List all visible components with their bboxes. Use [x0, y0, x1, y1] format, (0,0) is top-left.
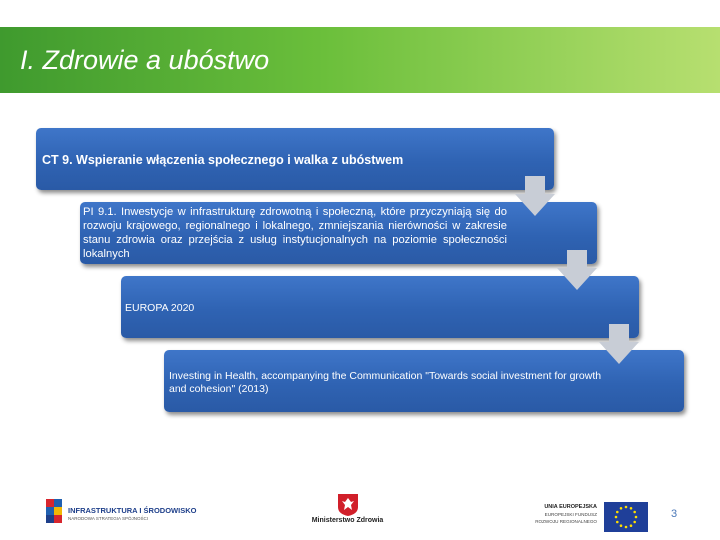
logo-right-line2: EUROPEJSKI FUNDUSZ [544, 512, 597, 517]
eu-flag-icon [604, 502, 648, 532]
down-arrow-icon [599, 324, 639, 364]
page-number: 3 [670, 508, 678, 520]
ministerstwo-zdrowia-logo [310, 494, 385, 530]
process-box-text: CT 9. Wspieranie włączenia społecznego i walka z ubóstwem [42, 153, 404, 167]
process-box-text: Investing in Health, accompanying the Communication "Towards social investment for growth and cohesion" (2013) [169, 370, 602, 395]
polish-eagle-emblem-icon [338, 494, 358, 516]
logo-left-line2: NARODOWA STRATEGIA SPÓJNOŚCI [68, 516, 149, 521]
infrastruktura-logo [44, 497, 197, 529]
down-arrow-icon [557, 250, 597, 290]
logo-right-line3: ROZWOJU REGIONALNEGO [535, 519, 597, 524]
logo-center-label: Ministerstwo Zdrowia [311, 517, 384, 524]
slide-title: I. Zdrowie a ubóstwo [20, 45, 270, 75]
down-arrow-icon [515, 176, 555, 216]
title-banner [0, 27, 720, 93]
eu-fund-logo [527, 502, 651, 532]
logo-right-line1: UNIA EUROPEJSKA [544, 504, 597, 510]
process-box-ct9 [36, 128, 554, 190]
process-box-text: EUROPA 2020 [125, 302, 195, 314]
logo-left-line1: INFRASTRUKTURA I ŚRODOWISKO [68, 506, 197, 515]
infrastruktura-emblem-icon [44, 497, 66, 527]
process-box-text: PI 9.1. Inwestycje w infrastrukturę zdrowotną i społeczną, które przyczyniają się do rozwoju krajowego, regionalnego i lokalnego, zmniejszania nierówności w zakresie stanu zdrowia oraz przejścia z usług instytucjonalnych na poziomie społeczności lokalnych [83, 206, 507, 260]
